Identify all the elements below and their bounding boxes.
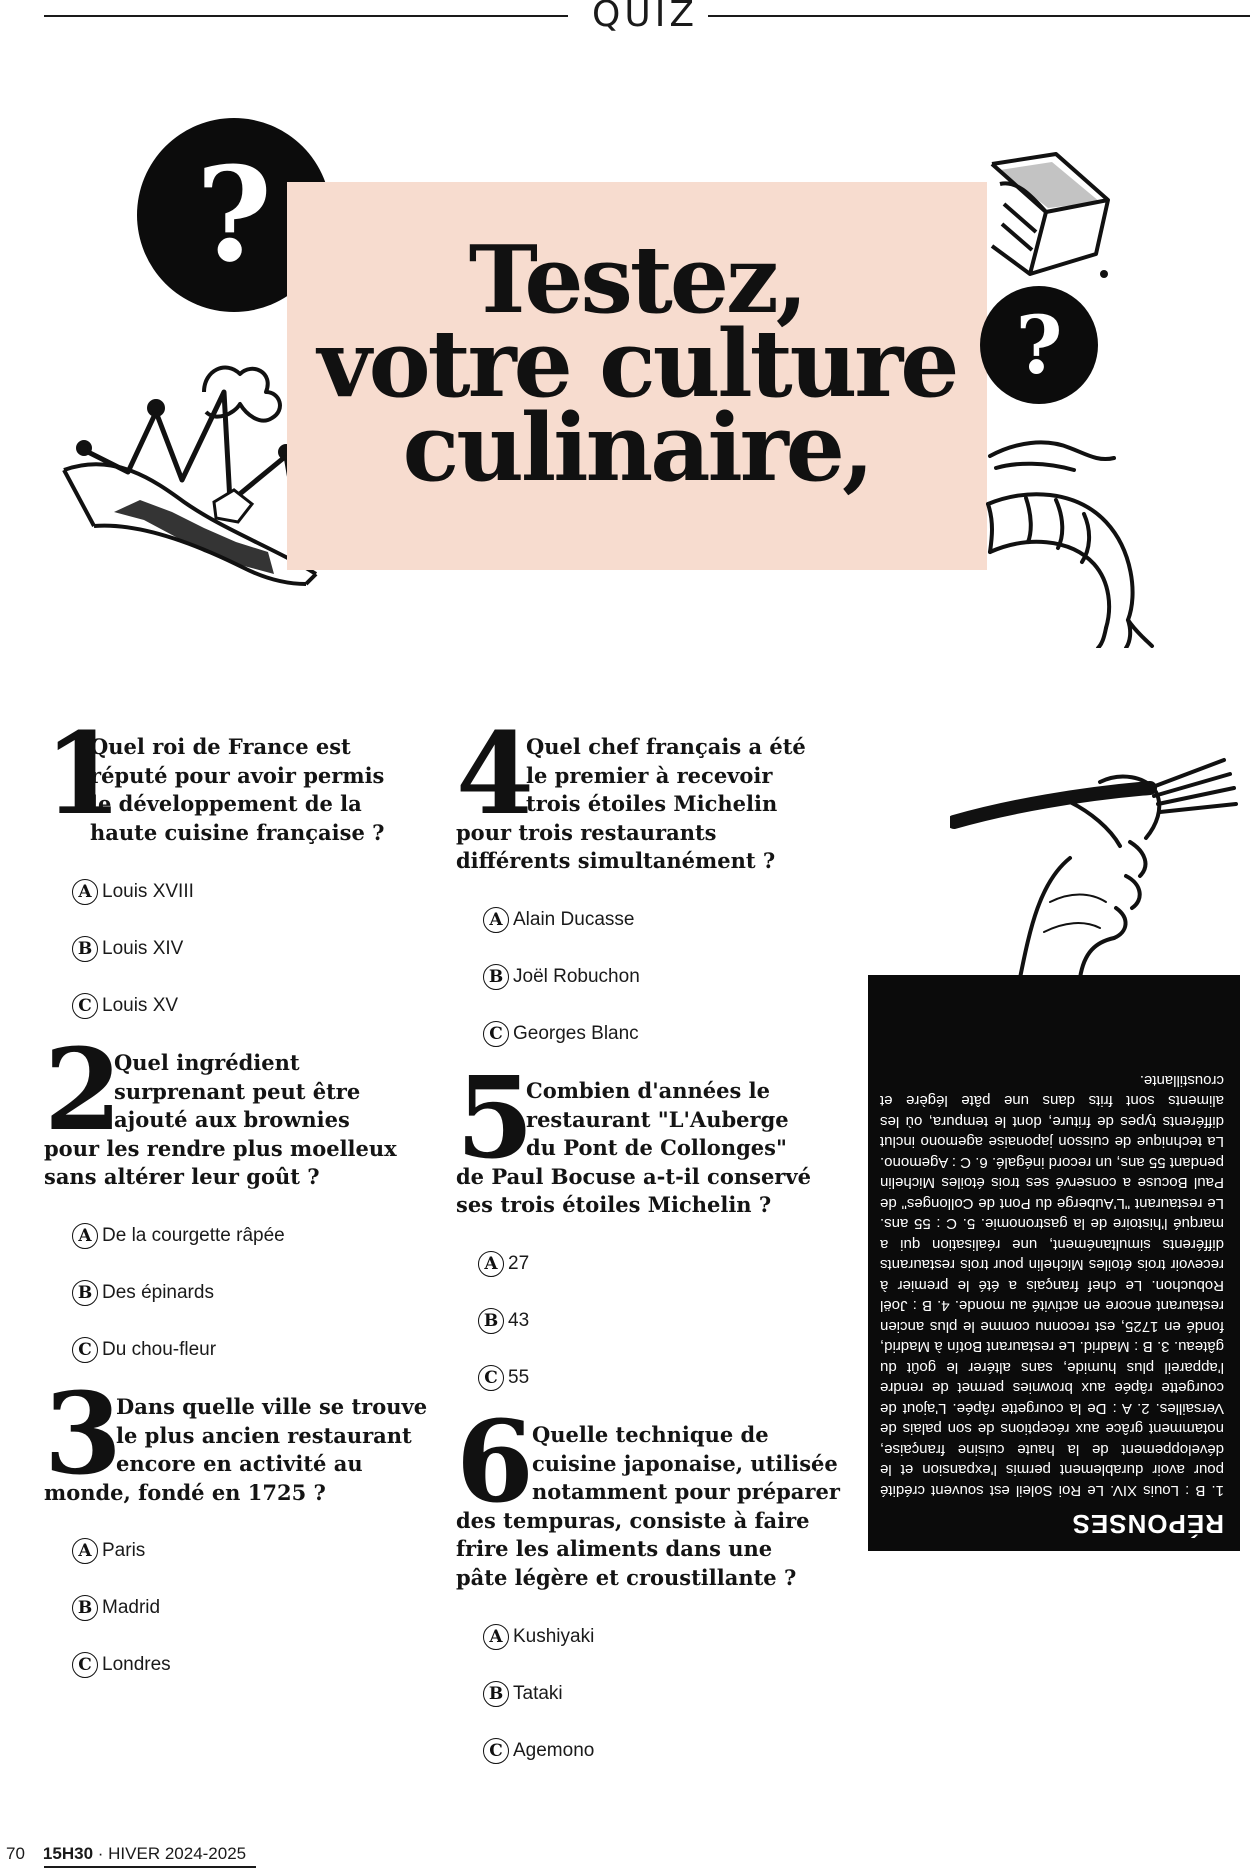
question-4 xyxy=(456,709,806,876)
question-mark-circle-small xyxy=(980,286,1098,404)
page-number: 70 xyxy=(6,1844,25,1863)
option-text: Louis XV xyxy=(102,995,179,1016)
title-line-2: votre culture xyxy=(317,309,957,418)
q6-option-a[interactable] xyxy=(483,1622,594,1652)
cake-illustration xyxy=(986,150,1116,278)
question-number: 6 xyxy=(456,1397,534,1528)
q4-option-c[interactable] xyxy=(483,1019,639,1049)
option-badge: B xyxy=(72,936,98,962)
section-title: QUIZ xyxy=(592,0,698,35)
q6-option-c[interactable] xyxy=(483,1736,594,1766)
option-badge: B xyxy=(72,1595,98,1621)
q3-option-c[interactable] xyxy=(72,1650,171,1680)
question-2 xyxy=(44,1025,397,1192)
q5-option-b[interactable] xyxy=(478,1306,529,1336)
question-number: 4 xyxy=(456,709,534,840)
question-3 xyxy=(44,1369,428,1507)
option-badge: A xyxy=(72,879,98,905)
option-text: Tataki xyxy=(513,1683,563,1704)
option-text: Du chou-fleur xyxy=(102,1339,217,1360)
q3-option-a[interactable] xyxy=(72,1536,145,1566)
issue-label: · HIVER 2024-2025 xyxy=(97,1844,247,1863)
option-text: Louis XIV xyxy=(102,938,184,959)
question-text: Dans quelle ville se trouve le plus ancien restaurant encore en activité au monde, fondé en 1725 ? xyxy=(44,1394,428,1505)
option-badge: B xyxy=(483,964,509,990)
q4-option-a[interactable] xyxy=(483,905,634,935)
option-text: Madrid xyxy=(102,1597,161,1618)
option-badge: C xyxy=(72,1337,98,1363)
option-badge: A xyxy=(72,1538,98,1564)
option-text: Agemono xyxy=(513,1740,595,1761)
question-number: 5 xyxy=(456,1053,534,1184)
question-mark-large: ? xyxy=(195,138,273,291)
q5-option-a[interactable] xyxy=(478,1249,529,1279)
q2-option-a[interactable] xyxy=(72,1221,285,1251)
option-badge: C xyxy=(72,1652,98,1678)
hand-fork-illustration xyxy=(950,742,1240,978)
title-line-1: Testez, xyxy=(468,225,806,334)
question-number: 2 xyxy=(44,1025,122,1156)
option-badge: C xyxy=(478,1365,504,1391)
question-text: Quelle technique de cuisine japonaise, utilisée notamment pour préparer des tempuras, consiste à faire frire les aliments dans une pâte légère et croustillante ? xyxy=(456,1422,840,1590)
option-text: Paris xyxy=(102,1540,146,1561)
option-badge: B xyxy=(478,1308,504,1334)
question-text: Quel ingrédient surprenant peut être ajouté aux brownies pour les rendre plus moelleux sans altérer leur goût ? xyxy=(44,1050,397,1189)
q6-option-b[interactable] xyxy=(483,1679,563,1709)
q2-option-b[interactable] xyxy=(72,1278,214,1308)
option-text: Joël Robuchon xyxy=(513,966,640,987)
option-badge: C xyxy=(483,1738,509,1764)
answers-title: RÉPONSES xyxy=(1071,1509,1224,1539)
answers-box xyxy=(868,975,1240,1551)
question-text: Combien d'années le restaurant "L'Auberge du Pont de Collonges" de Paul Bocuse a-t-il conservé ses trois étoiles Michelin ? xyxy=(456,1078,811,1217)
option-text: 55 xyxy=(508,1367,530,1388)
answers-text: 1. B : Louis XIV. Le Roi Soleil est souvent crédité pour avoir durablement permis l'expansion et le développement de la haute cuisine française, notamment grâce aux réceptions de son palais de Versailles. 2. A : De la courgette râpée. L'ajout de courgette râpée aux brownies permet de rendre l'appareil plus humide, sans altérer le goût du gâteau. 3. B : Madrid. Le restaurant Botín à Madrid, fondé en 1725, est reconnu comme le plus ancien restaurant encore en activité au monde. 4. B : Joël Robuchon. Le chef français a été le premier à recevoir trois étoiles Michelin pour trois restaurants différents simultanément, une réalisation qui a marqué l'histoire de la gastronomie. 5. C : 55 ans. Le restaurant "L'Auberge du Pont de Collonges" de Paul Bocuse a conservé ses trois étoiles Michelin pendant 55 ans, un record inégalé. 6. C : Agemono. La technique de cuisson japonaise agemono inclut différents types de friture, dont le tempura, où les aliments sont frits dans une pâte légère et croustillante. xyxy=(880,1072,1224,1499)
question-text: Quel roi de France est réputé pour avoir permis le développement de la haute cuisine française ? xyxy=(90,734,385,845)
option-badge: B xyxy=(72,1280,98,1306)
page-title xyxy=(287,225,987,502)
option-text: De la courgette râpée xyxy=(102,1225,285,1246)
shrimp-illustration xyxy=(986,418,1156,648)
option-badge: B xyxy=(483,1681,509,1707)
option-text: Des épinards xyxy=(102,1282,214,1303)
q5-option-c[interactable] xyxy=(478,1363,529,1393)
option-badge: A xyxy=(478,1251,504,1277)
option-text: 27 xyxy=(508,1253,530,1274)
option-text: Kushiyaki xyxy=(513,1626,595,1647)
option-text: Londres xyxy=(102,1654,171,1675)
option-text: Georges Blanc xyxy=(513,1023,639,1044)
question-5 xyxy=(456,1053,811,1220)
title-line-3: culinaire, xyxy=(402,393,872,502)
magazine-name: 15H30 xyxy=(42,1844,94,1863)
question-text: Quel chef français a été le premier à recevoir trois étoiles Michelin pour trois restaurants différents simultanément ? xyxy=(456,734,806,873)
option-badge: A xyxy=(483,1624,509,1650)
q1-option-c[interactable] xyxy=(72,991,178,1021)
q1-option-a[interactable] xyxy=(72,877,194,907)
q3-option-b[interactable] xyxy=(72,1593,160,1623)
question-mark-small: ? xyxy=(1015,298,1063,392)
option-text: Louis XVIII xyxy=(102,881,194,902)
header-rule-right xyxy=(708,15,1250,17)
footer xyxy=(6,1844,246,1864)
question-number: 3 xyxy=(44,1369,122,1500)
header-rule-left xyxy=(44,15,568,17)
question-number: 1 xyxy=(44,709,122,840)
q4-option-b[interactable] xyxy=(483,962,640,992)
option-badge: A xyxy=(483,907,509,933)
question-1 xyxy=(44,709,385,847)
option-text: 43 xyxy=(508,1310,530,1331)
question-6 xyxy=(456,1397,840,1592)
q1-option-b[interactable] xyxy=(72,934,183,964)
option-badge: C xyxy=(72,993,98,1019)
option-badge: A xyxy=(72,1223,98,1249)
option-badge: C xyxy=(483,1021,509,1047)
footer-rule xyxy=(44,1866,256,1868)
q2-option-c[interactable] xyxy=(72,1335,216,1365)
option-text: Alain Ducasse xyxy=(513,909,635,930)
